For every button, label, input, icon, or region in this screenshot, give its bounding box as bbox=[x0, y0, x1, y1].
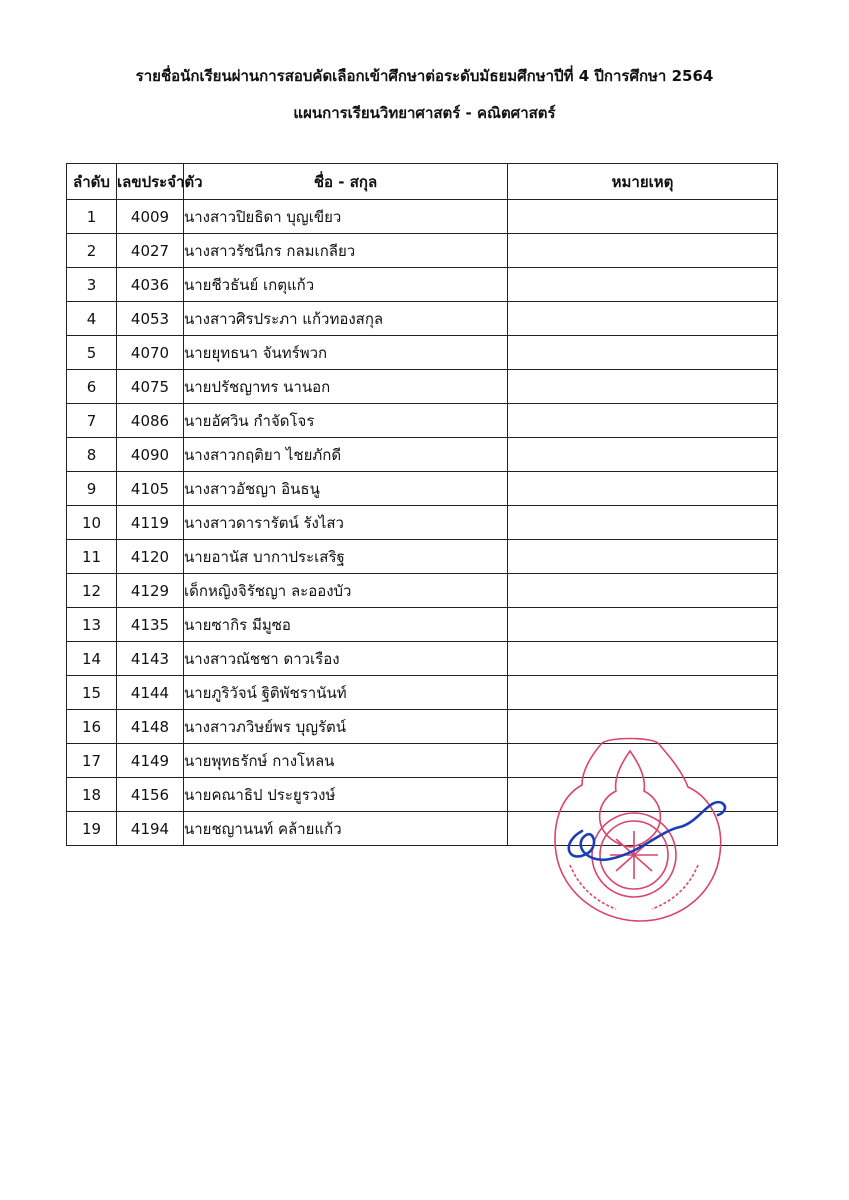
row-number: 1 bbox=[67, 200, 117, 234]
table-row bbox=[67, 404, 778, 438]
remark-cell bbox=[508, 234, 778, 268]
table-row bbox=[67, 234, 778, 268]
student-id: 4075 bbox=[117, 370, 184, 404]
table-row bbox=[67, 336, 778, 370]
row-number: 18 bbox=[67, 778, 117, 812]
row-number: 7 bbox=[67, 404, 117, 438]
document-subtitle: แผนการเรียนวิทยาศาสตร์ - คณิตศาสตร์ bbox=[293, 104, 556, 122]
student-name: นายปรัชญาทร นานอก bbox=[184, 370, 508, 404]
table-row bbox=[67, 574, 778, 608]
student-name: นางสาวณัชชา ดาวเรือง bbox=[184, 642, 508, 676]
student-name: นางสาวอัชญา อินธนู bbox=[184, 472, 508, 506]
row-number: 16 bbox=[67, 710, 117, 744]
table-row bbox=[67, 438, 778, 472]
student-id: 4009 bbox=[117, 200, 184, 234]
school-seal bbox=[530, 735, 740, 930]
student-name: เด็กหญิงจิรัชญา ละอองบัว bbox=[184, 574, 508, 608]
table-row bbox=[67, 608, 778, 642]
student-name: นายภูริวัจน์ ฐิติพัชรานันท์ bbox=[184, 676, 508, 710]
student-name: นายอานัส บากาประเสริฐ bbox=[184, 540, 508, 574]
table-header-row bbox=[67, 164, 778, 200]
row-number: 15 bbox=[67, 676, 117, 710]
table-row bbox=[67, 268, 778, 302]
remark-cell bbox=[508, 574, 778, 608]
student-name: นายชีวธันย์ เกตุแก้ว bbox=[184, 268, 508, 302]
table-row bbox=[67, 370, 778, 404]
table-row bbox=[67, 472, 778, 506]
remark-cell bbox=[508, 472, 778, 506]
header-student-id: เลขประจำตัว bbox=[117, 164, 184, 200]
remark-cell bbox=[508, 676, 778, 710]
table-row bbox=[67, 540, 778, 574]
student-id: 4070 bbox=[117, 336, 184, 370]
student-id: 4090 bbox=[117, 438, 184, 472]
row-number: 12 bbox=[67, 574, 117, 608]
student-name: นายพุทธรักษ์ กางโหลน bbox=[184, 744, 508, 778]
remark-cell bbox=[508, 506, 778, 540]
student-name: นายยุทธนา จันทร์พวก bbox=[184, 336, 508, 370]
student-id: 4156 bbox=[117, 778, 184, 812]
student-name: นางสาวศิรประภา แก้วทองสกุล bbox=[184, 302, 508, 336]
table-row bbox=[67, 642, 778, 676]
student-id: 4027 bbox=[117, 234, 184, 268]
student-id: 4036 bbox=[117, 268, 184, 302]
remark-cell bbox=[508, 404, 778, 438]
student-name: นางสาวปิยธิดา บุญเขียว bbox=[184, 200, 508, 234]
student-id: 4053 bbox=[117, 302, 184, 336]
row-number: 8 bbox=[67, 438, 117, 472]
row-number: 11 bbox=[67, 540, 117, 574]
student-name: นายอัศวิน กำจัดโจร bbox=[184, 404, 508, 438]
student-name: นางสาวภวิษย์พร บุญรัตน์ bbox=[184, 710, 508, 744]
row-number: 19 bbox=[67, 812, 117, 846]
student-id: 4129 bbox=[117, 574, 184, 608]
student-id: 4135 bbox=[117, 608, 184, 642]
remark-cell bbox=[508, 336, 778, 370]
row-number: 2 bbox=[67, 234, 117, 268]
seal-outline bbox=[555, 739, 721, 922]
student-name: นางสาวกฤติยา ไชยภักดี bbox=[184, 438, 508, 472]
row-number: 10 bbox=[67, 506, 117, 540]
remark-cell bbox=[508, 642, 778, 676]
student-name: นางสาวรัชนีกร กลมเกลียว bbox=[184, 234, 508, 268]
document-title: รายชื่อนักเรียนผ่านการสอบคัดเลือกเข้าศึกษาต่อระดับมัธยมศึกษาปีที่ 4 ปีการศึกษา 2564 bbox=[135, 67, 714, 85]
header-no: ลำดับ bbox=[67, 164, 117, 200]
student-id: 4086 bbox=[117, 404, 184, 438]
row-number: 6 bbox=[67, 370, 117, 404]
remark-cell bbox=[508, 438, 778, 472]
header-remark: หมายเหตุ bbox=[508, 164, 778, 200]
table-row bbox=[67, 302, 778, 336]
table-row bbox=[67, 506, 778, 540]
row-number: 9 bbox=[67, 472, 117, 506]
row-number: 13 bbox=[67, 608, 117, 642]
remark-cell bbox=[508, 608, 778, 642]
student-id: 4149 bbox=[117, 744, 184, 778]
student-name: นายซากิร มีมูซอ bbox=[184, 608, 508, 642]
table-row bbox=[67, 200, 778, 234]
student-id: 4144 bbox=[117, 676, 184, 710]
remark-cell bbox=[508, 200, 778, 234]
student-name: นายชญานนท์ คล้ายแก้ว bbox=[184, 812, 508, 846]
row-number: 3 bbox=[67, 268, 117, 302]
student-id: 4120 bbox=[117, 540, 184, 574]
student-name: นายคณาธิป ประยูรวงษ์ bbox=[184, 778, 508, 812]
header-name: ชื่อ - สกุล bbox=[184, 164, 508, 200]
student-name: นางสาวดารารัตน์ รังไสว bbox=[184, 506, 508, 540]
student-id: 4194 bbox=[117, 812, 184, 846]
student-id: 4119 bbox=[117, 506, 184, 540]
student-id: 4105 bbox=[117, 472, 184, 506]
remark-cell bbox=[508, 302, 778, 336]
row-number: 14 bbox=[67, 642, 117, 676]
remark-cell bbox=[508, 370, 778, 404]
remark-cell bbox=[508, 540, 778, 574]
row-number: 17 bbox=[67, 744, 117, 778]
row-number: 5 bbox=[67, 336, 117, 370]
student-id: 4143 bbox=[117, 642, 184, 676]
student-id: 4148 bbox=[117, 710, 184, 744]
remark-cell bbox=[508, 268, 778, 302]
row-number: 4 bbox=[67, 302, 117, 336]
table-row bbox=[67, 676, 778, 710]
